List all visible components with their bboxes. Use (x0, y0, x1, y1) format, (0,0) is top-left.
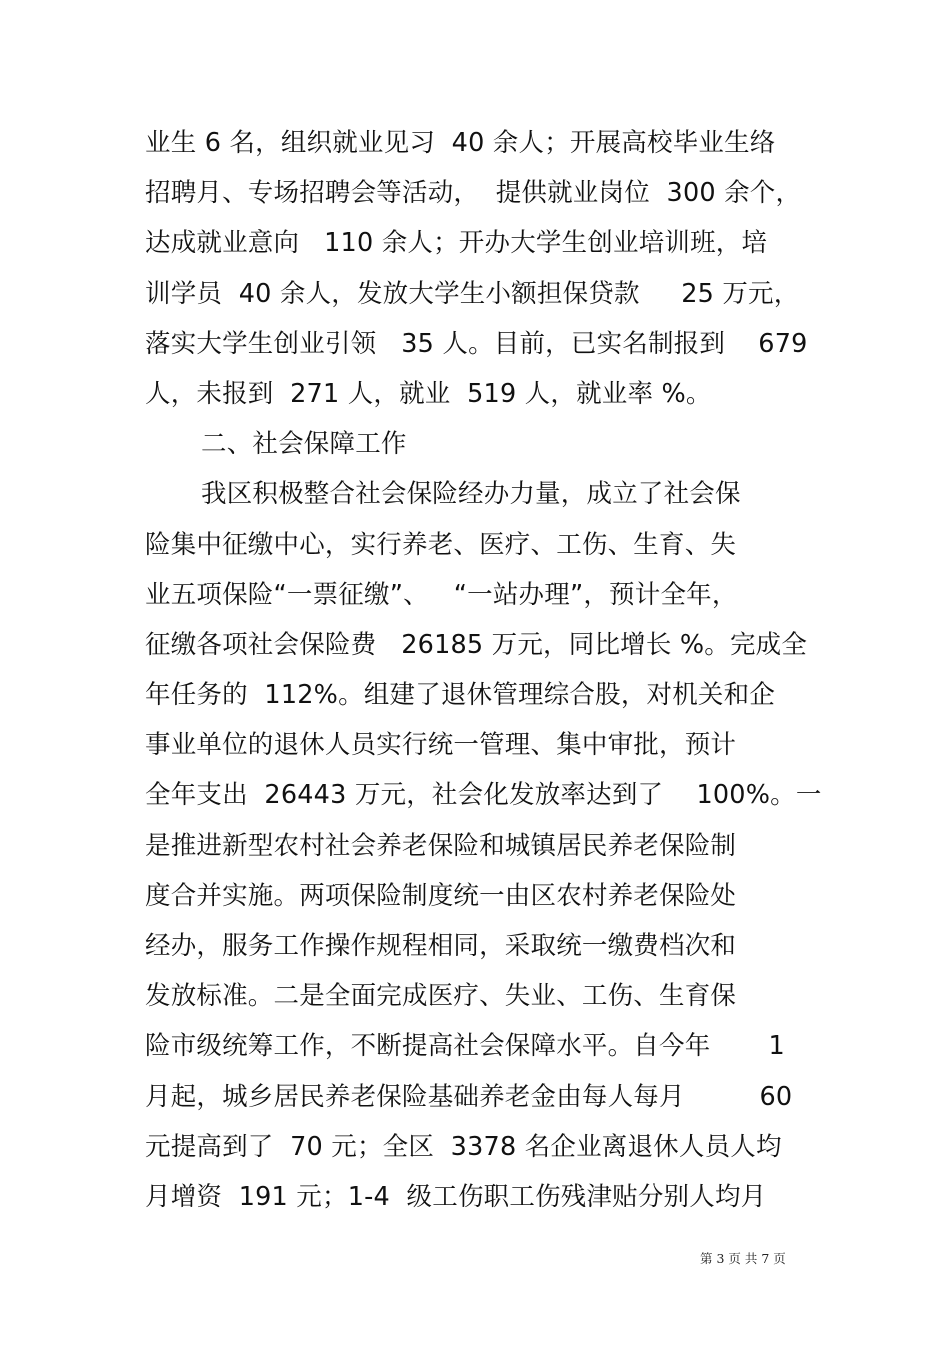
body-line: 月起，城乡居民养老保险基础养老金由每人每月 60 (145, 1081, 793, 1112)
body-line: 事业单位的退休人员实行统一管理、集中审批，预计 (145, 730, 737, 761)
body-line: 我区积极整合社会保险经办力量，成立了社会保 (201, 479, 741, 510)
body-line: 训学员 40 余人，发放大学生小额担保贷款 25 万元， (145, 278, 800, 309)
body-line: 业生 6 名，组织就业见习 40 余人；开展高校毕业生络 (145, 128, 776, 158)
body-line: 是推进新型农村社会养老保险和城镇居民养老保险制 (145, 830, 737, 861)
body-line: 人，未报到 271 人，就业 519 人，就业率 %。 (145, 378, 712, 409)
document-body (145, 118, 825, 1222)
body-line: 度合并实施。两项保险制度统一由区农村养老保险处 (145, 880, 737, 911)
body-line: 月增资 191 元；1-4 级工伤职工伤残津贴分别人均月 (145, 1181, 767, 1212)
body-line: 险市级统筹工作，不断提高社会保障水平。自今年 1 (145, 1031, 785, 1062)
body-line: 经办，服务工作操作规程相同，采取统一缴费档次和 (145, 931, 737, 961)
body-line: 年任务的 112%。组建了退休管理综合股，对机关和企 (145, 680, 776, 711)
body-line: 全年支出 26443 万元，社会化发放率达到了 100%。一 (145, 780, 822, 811)
section-heading: 二、社会保障工作 (201, 429, 407, 460)
body-line: 发放标准。二是全面完成医疗、失业、工伤、生育保 (145, 981, 737, 1012)
body-line: 元提高到了 70 元；全区 3378 名企业离退休人员人均 (145, 1131, 782, 1162)
body-line: 征缴各项社会保险费 26185 万元，同比增长 %。完成全 (145, 629, 808, 660)
page-number-footer: 第 3 页 共 7 页 (700, 1251, 786, 1266)
body-line: 落实大学生创业引领 35 人。目前，已实名制报到 679 (145, 328, 808, 359)
body-line: 达成就业意向 110 余人；开办大学生创业培训班，培 (145, 228, 768, 259)
body-line: 招聘月、专场招聘会等活动， 提供就业岗位 300 余个， (145, 178, 802, 209)
body-line: 业五项保险“一票征缴”、 “一站办理”，预计全年， (145, 579, 738, 610)
body-line: 险集中征缴中心，实行养老、医疗、工伤、生育、失 (145, 529, 737, 560)
